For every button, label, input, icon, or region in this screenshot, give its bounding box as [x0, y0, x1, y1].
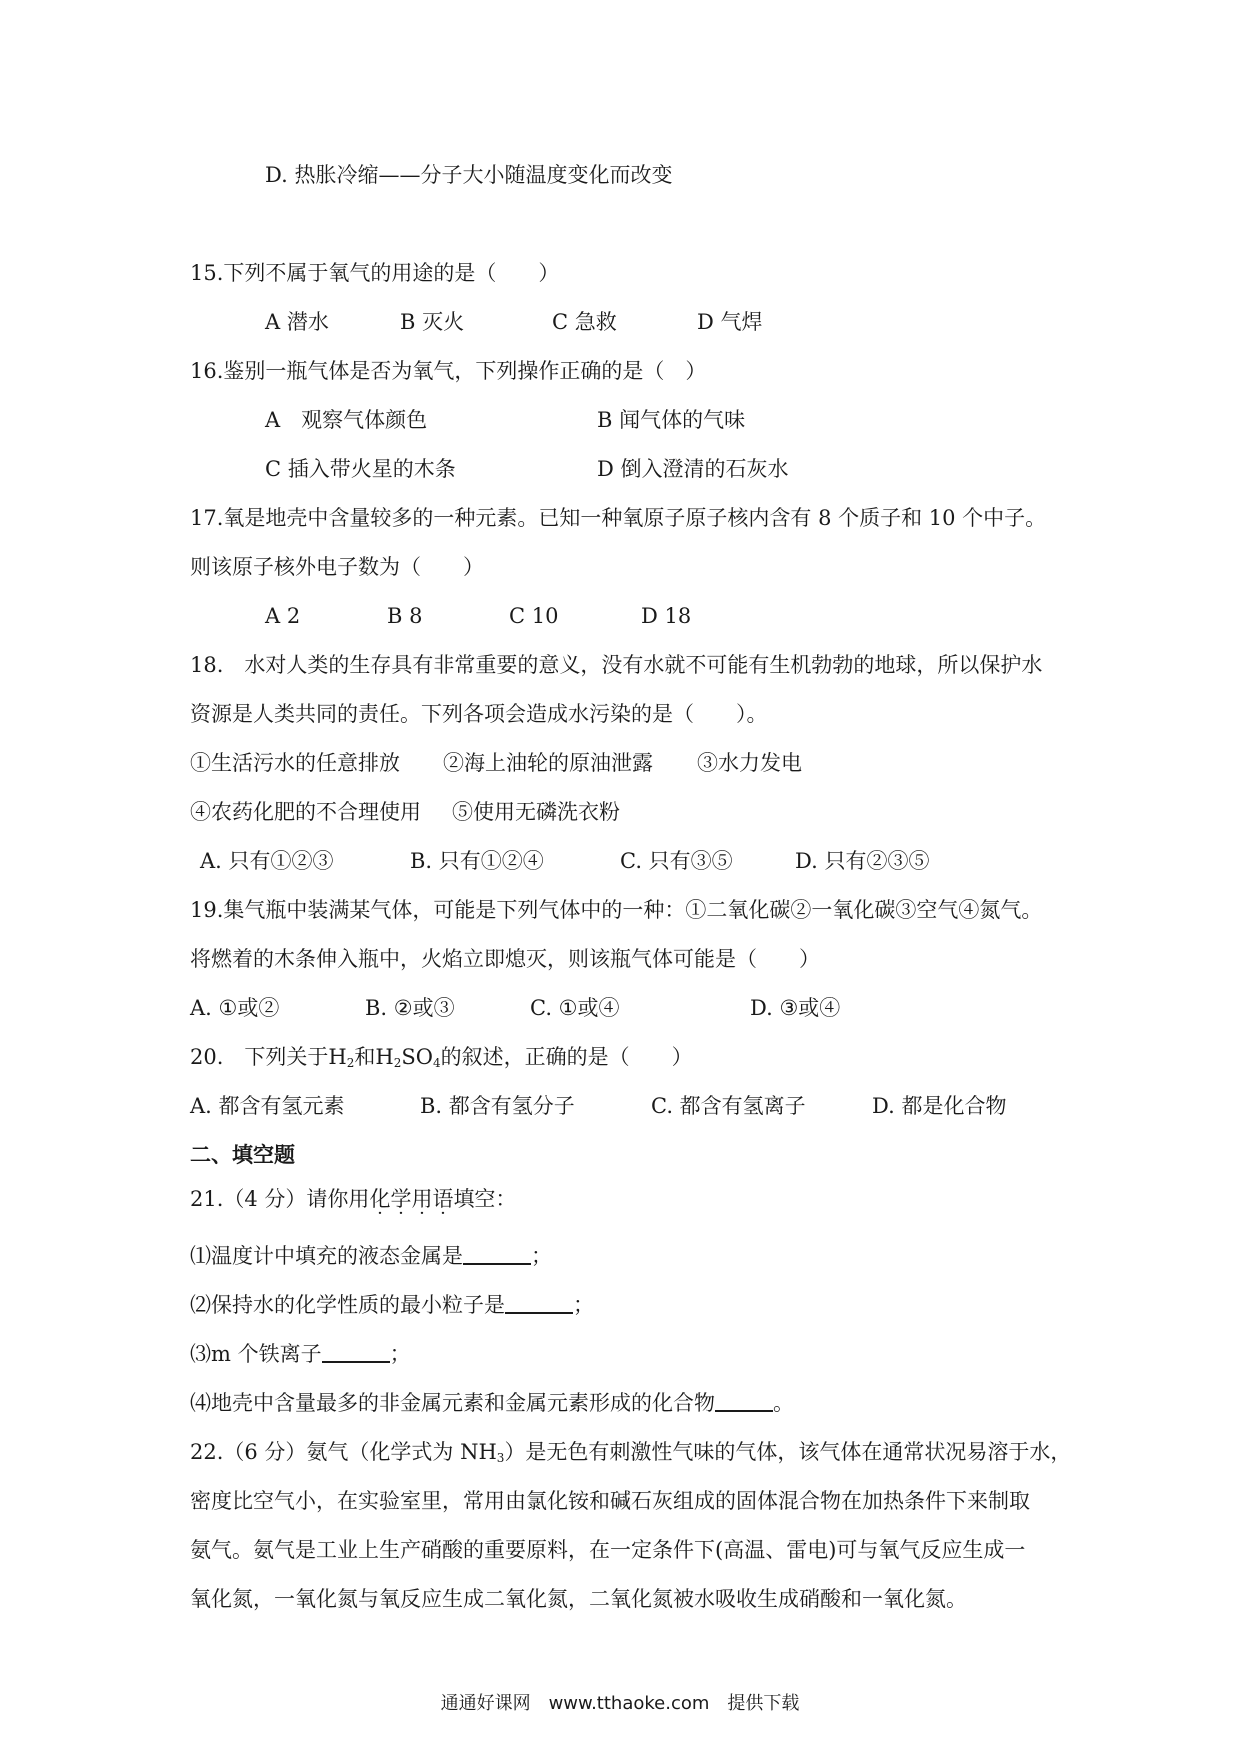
section-heading-fill-in: 二、填空题 [190, 1143, 295, 1167]
q16-option-a: A 观察气体颜色 [265, 408, 428, 432]
q17-option-b: B 8 [387, 604, 423, 628]
q17-stem-line2: 则该原子核外电子数为（ ） [190, 555, 484, 579]
q18-stem-line1: 18. 水对人类的生存具有非常重要的意义，没有水就不可能有生机勃勃的地球，所以保护水 [190, 653, 1043, 677]
q18-option-c: C. 只有③⑤ [620, 849, 733, 873]
q19-option-c: C. ①或④ [530, 996, 620, 1020]
q20-stem: 20. 下列关于$H_2$和$H_2SO_4$的叙述，正确的是（ ） [190, 1045, 693, 1070]
q15-option-c: C 急救 [552, 310, 617, 334]
page-footer: 通通好课网 www.tthaoke.com 提供下载 [440, 1693, 800, 1714]
q18-option-b: B. 只有①②④ [410, 849, 544, 873]
q14-option-d: D. 热胀冷缩——分子大小随温度变化而改变 [265, 163, 673, 187]
q17-option-d: D 18 [641, 604, 692, 628]
q20-option-d: D. 都是化合物 [872, 1094, 1007, 1118]
answer-blank-3[interactable] [322, 1339, 390, 1363]
q21-item-1: ⑴温度计中填充的液态金属是 ； [190, 1241, 552, 1271]
q19-option-a: A. ①或② [190, 996, 280, 1020]
q20-option-b: B. 都含有氢分子 [420, 1094, 575, 1118]
q16-option-d: D 倒入澄清的石灰水 [597, 457, 789, 481]
q18-option-a: A. 只有①②③ [200, 849, 334, 873]
q15-stem: 15.下列不属于氧气的用途的是（ ） [190, 261, 560, 285]
q21-item-3: ⑶m 个铁离子 ； [190, 1339, 411, 1369]
q15-option-a: A 潜水 [265, 310, 329, 334]
q18-item-5: ⑤使用无磷洗衣粉 [452, 800, 620, 824]
q17-option-c: C 10 [509, 604, 559, 628]
q19-option-d: D. ③或④ [750, 996, 841, 1020]
q22-line-2: 密度比空气小，在实验室里，常用由氯化铵和碱石灰组成的固体混合物在加热条件下来制取 [190, 1489, 1030, 1513]
q15-option-d: D 气焊 [697, 310, 763, 334]
q18-item-3: ③水力发电 [697, 751, 802, 775]
q22-line-4: 氧化氮，一氧化氮与氧反应生成二氧化氮，二氧化氮被水吸收生成硝酸和一氧化氮。 [190, 1587, 967, 1611]
q18-option-d: D. 只有②③⑤ [795, 849, 930, 873]
q16-option-c: C 插入带火星的木条 [265, 457, 456, 481]
q18-stem-line2: 资源是人类共同的责任。下列各项会造成水污染的是（ ）。 [190, 702, 768, 726]
q22-line-1: 22.（6 分）氨气（化学式为 $NH_3$）是无色有刺激性气味的气体，该气体在通常状况易溶于水， [190, 1440, 1072, 1465]
q18-item-1: ①生活污水的任意排放 [190, 751, 400, 775]
answer-blank-2[interactable] [505, 1290, 573, 1314]
q21-item-2: ⑵保持水的化学性质的最小粒子是 ； [190, 1290, 594, 1320]
answer-blank-1[interactable] [463, 1241, 531, 1265]
q18-item-4: ④农药化肥的不合理使用 [190, 800, 421, 824]
q21-item-4: ⑷地壳中含量最多的非金属元素和金属元素形成的化合物 。 [190, 1388, 794, 1418]
q22-line-3: 氨气。氨气是工业上生产硝酸的重要原料，在一定条件下(高温、雷电)可与氧气反应生成一 [190, 1538, 1026, 1562]
q18-item-2: ②海上油轮的原油泄露 [443, 751, 653, 775]
q17-stem-line1: 17.氧是地壳中含量较多的一种元素。已知一种氧原子原子核内含有 8 个质子和 10 个中子。 [190, 506, 1047, 530]
q16-option-b: B 闻气体的气味 [597, 408, 746, 432]
q19-stem-line2: 将燃着的木条伸入瓶中，火焰立即熄灭，则该瓶气体可能是（ ） [190, 947, 820, 971]
q19-option-b: B. ②或③ [365, 996, 455, 1020]
q20-option-a: A. 都含有氢元素 [190, 1094, 345, 1118]
q20-option-c: C. 都含有氢离子 [651, 1094, 806, 1118]
answer-blank-4[interactable] [715, 1388, 773, 1412]
q17-option-a: A 2 [265, 604, 301, 628]
q21-stem: 21.（4 分）请你用化学用语填空： [190, 1187, 517, 1211]
q19-stem-line1: 19.集气瓶中装满某气体，可能是下列气体中的一种：①二氧化碳②一氧化碳③空气④氮气。 [190, 898, 1043, 922]
q16-stem: 16.鉴别一瓶气体是否为氧气，下列操作正确的是（ ） [190, 359, 707, 383]
q15-option-b: B 灭火 [400, 310, 465, 334]
